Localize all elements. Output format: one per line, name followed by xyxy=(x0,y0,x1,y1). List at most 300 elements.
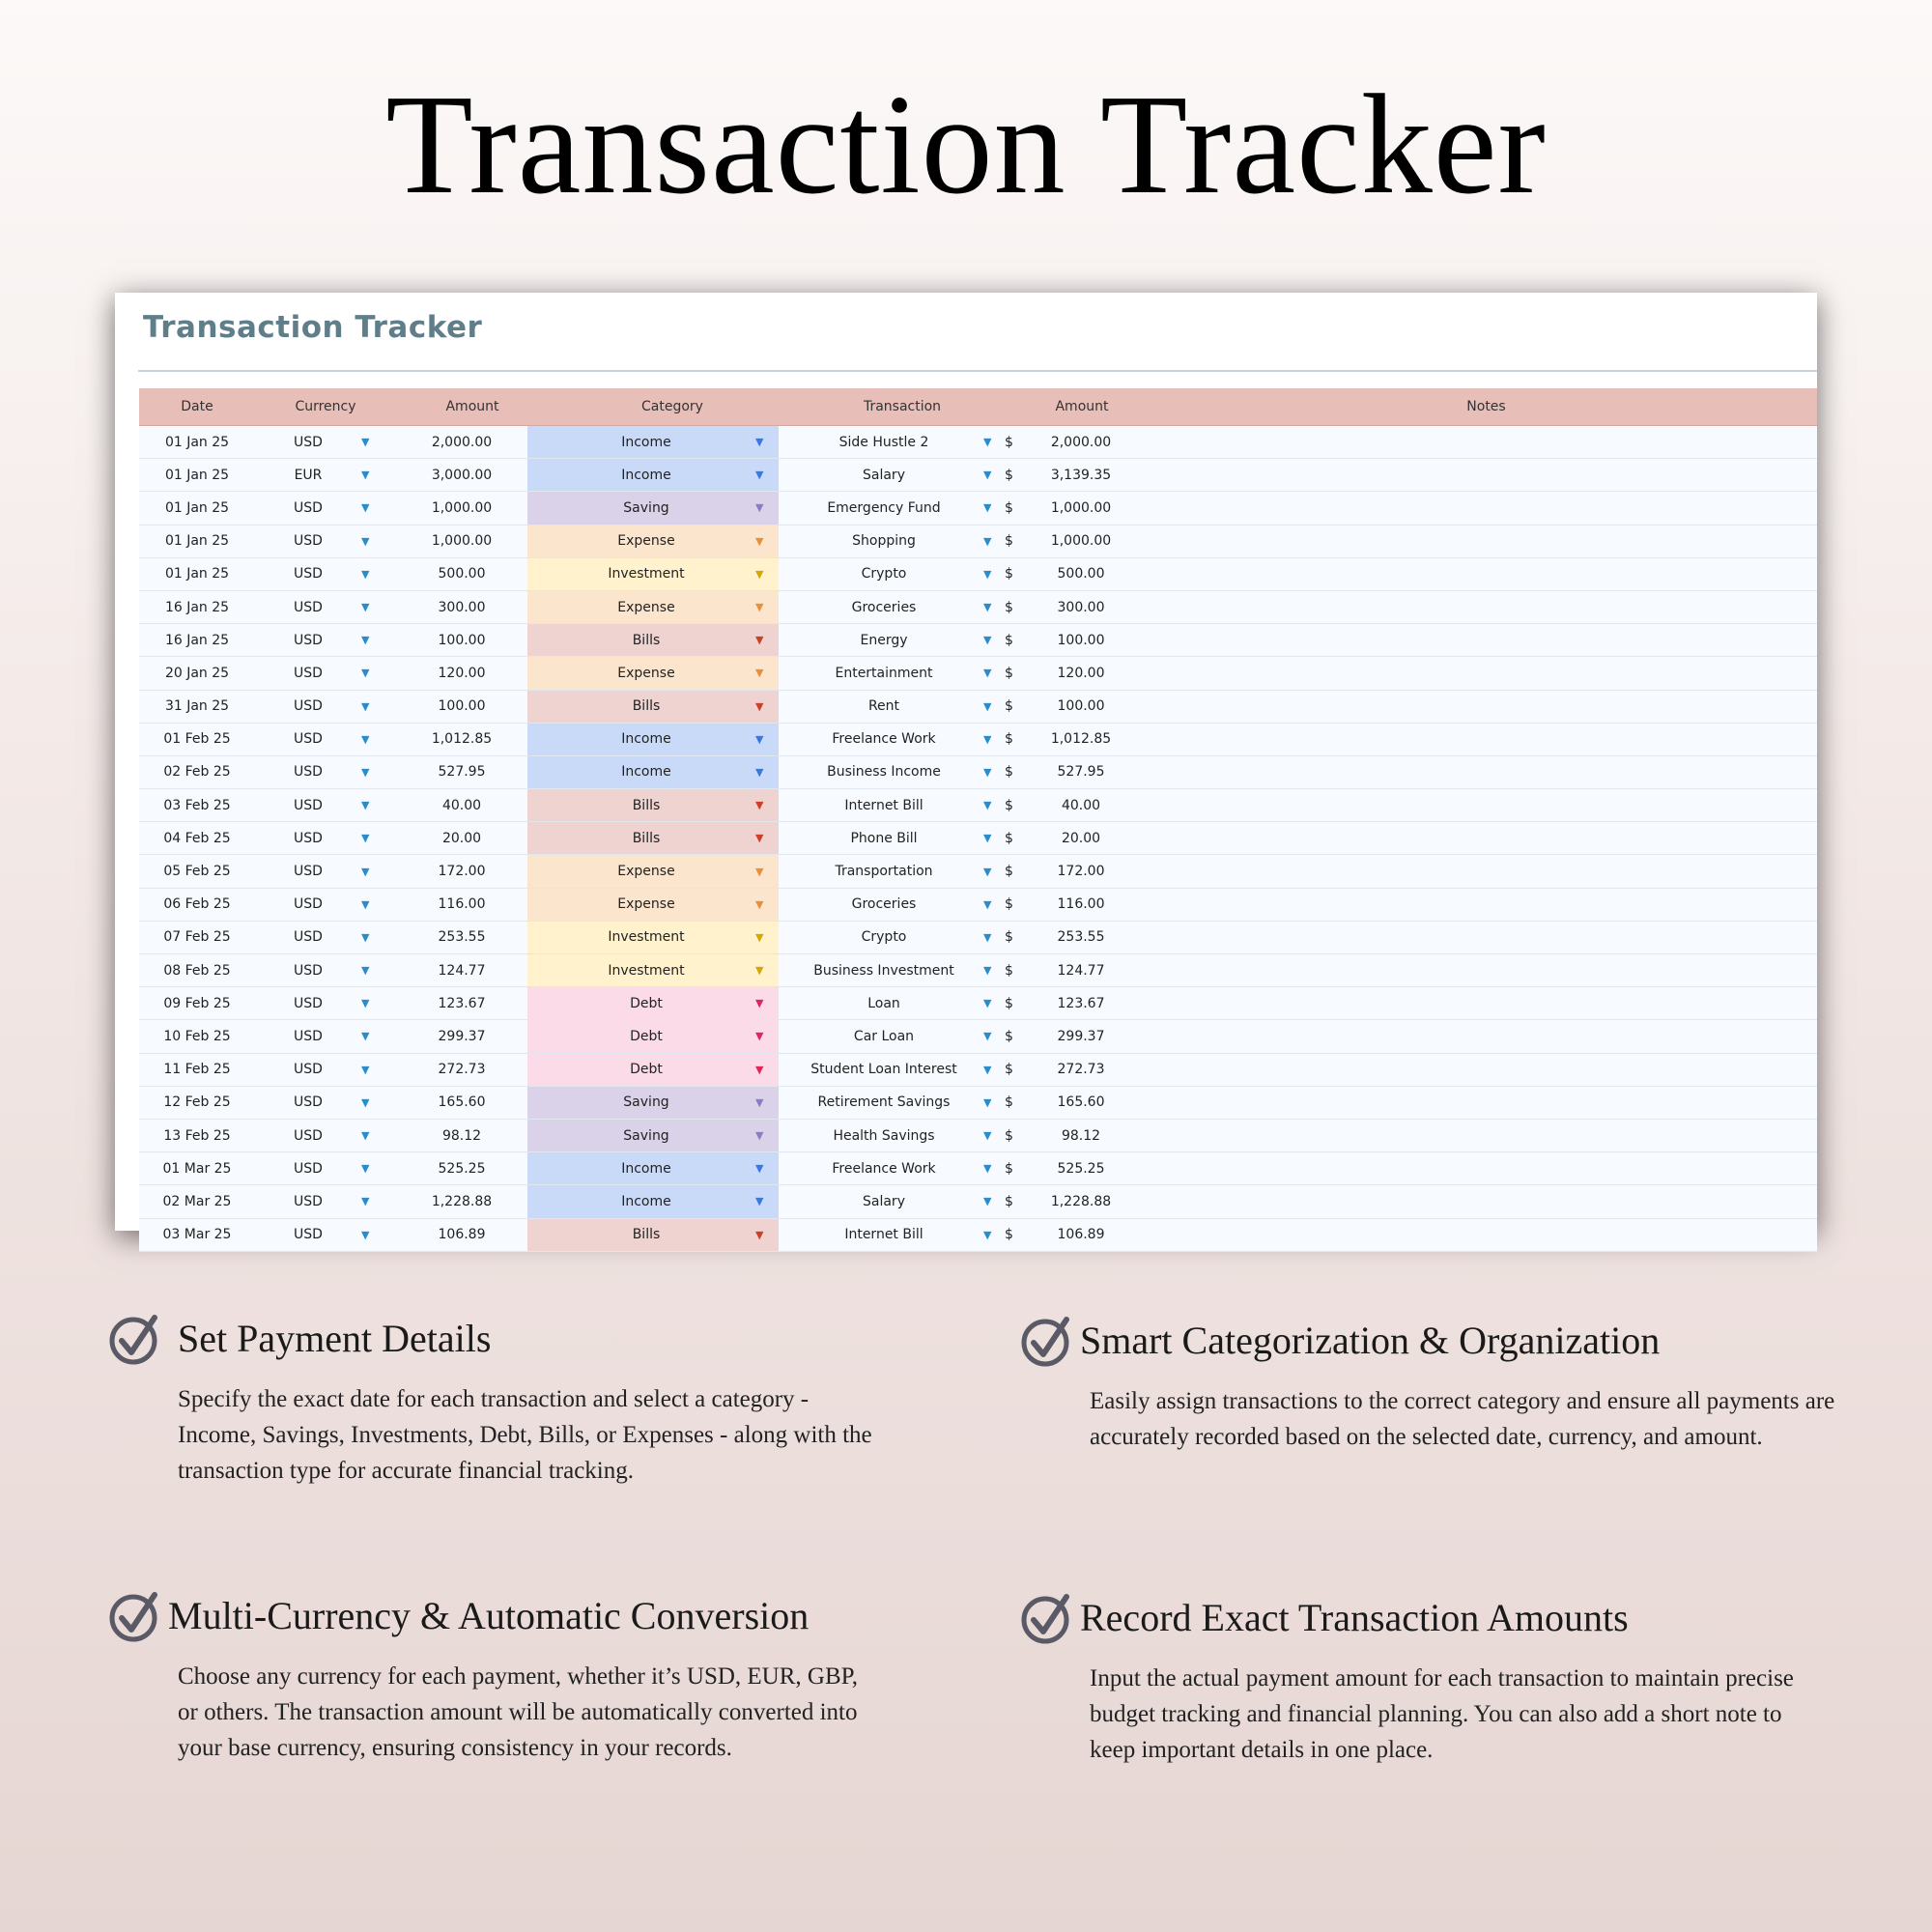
cell-category[interactable] xyxy=(527,1120,779,1151)
caret-down-icon[interactable]: ▼ xyxy=(361,799,370,812)
caret-down-icon[interactable]: ▼ xyxy=(755,601,764,614)
cell-converted-amount: 165.60 xyxy=(1057,1094,1105,1111)
cell-transaction[interactable]: Phone Bill xyxy=(850,830,918,846)
caret-down-icon[interactable]: ▼ xyxy=(361,601,370,614)
cell-currency-symbol: $ xyxy=(1005,864,1013,880)
table-row xyxy=(139,1185,1817,1218)
cell-transaction[interactable]: Business Investment xyxy=(813,962,954,979)
caret-down-icon[interactable]: ▼ xyxy=(983,832,992,845)
feature-body: Easily assign transactions to the correct category and ensure all payments are accurately recorded based on the selected date, currency, and amount. xyxy=(1090,1388,1835,1450)
cell-currency[interactable]: USD xyxy=(294,499,323,516)
category-label: Bills xyxy=(632,830,661,846)
cell-amount[interactable]: 1,000.00 xyxy=(431,499,493,516)
cell-amount[interactable]: 98.12 xyxy=(441,1127,482,1144)
cell-currency[interactable]: USD xyxy=(294,566,323,582)
cell-date[interactable]: 20 Jan 25 xyxy=(164,665,230,681)
caret-down-icon[interactable]: ▼ xyxy=(755,765,764,779)
cell-category[interactable] xyxy=(527,987,779,1019)
table-body xyxy=(139,426,1817,1252)
caret-down-icon[interactable]: ▼ xyxy=(755,1129,764,1143)
caret-down-icon[interactable]: ▼ xyxy=(361,634,370,647)
caret-down-icon[interactable]: ▼ xyxy=(755,799,764,812)
category-label: Bills xyxy=(632,797,661,813)
caret-down-icon[interactable]: ▼ xyxy=(983,1063,992,1076)
caret-down-icon[interactable]: ▼ xyxy=(983,732,992,746)
cell-currency-symbol: $ xyxy=(1005,533,1013,550)
category-label: Bills xyxy=(632,698,661,715)
cell-amount[interactable]: 20.00 xyxy=(441,830,482,846)
page-title: Transaction Tracker xyxy=(385,66,1547,224)
cell-category[interactable] xyxy=(527,724,779,755)
table-row xyxy=(139,987,1817,1020)
caret-down-icon[interactable]: ▼ xyxy=(755,501,764,515)
cell-amount[interactable]: 1,000.00 xyxy=(431,533,493,550)
table-row xyxy=(139,855,1817,888)
cell-currency[interactable]: USD xyxy=(294,1062,323,1078)
caret-down-icon[interactable]: ▼ xyxy=(983,865,992,878)
cell-converted-amount: 1,228.88 xyxy=(1050,1193,1112,1209)
caret-down-icon[interactable]: ▼ xyxy=(983,534,992,548)
cell-amount[interactable]: 299.37 xyxy=(438,1028,486,1044)
cell-currency-symbol: $ xyxy=(1005,698,1013,715)
cell-converted-amount: 1,012.85 xyxy=(1050,731,1112,748)
caret-down-icon[interactable]: ▼ xyxy=(755,436,764,449)
cell-amount[interactable]: 525.25 xyxy=(438,1160,486,1177)
feature-title: Record Exact Transaction Amounts xyxy=(1080,1596,1629,1639)
caret-down-icon[interactable]: ▼ xyxy=(755,832,764,845)
cell-category[interactable] xyxy=(527,558,779,590)
cell-transaction[interactable]: Entertainment xyxy=(835,665,933,681)
caret-down-icon[interactable]: ▼ xyxy=(361,534,370,548)
cell-date[interactable]: 01 Jan 25 xyxy=(164,533,230,550)
table-row xyxy=(139,1219,1817,1252)
cell-transaction[interactable]: Student Loan Interest xyxy=(810,1062,957,1078)
feature-body: Input the actual payment amount for each transaction to maintain precise budget tracking and financial planning. You can also add a short note to keep important details in one place. xyxy=(1090,1665,1794,1763)
category-label: Expense xyxy=(617,665,675,681)
cell-date[interactable]: 01 Jan 25 xyxy=(164,434,230,450)
cell-category[interactable] xyxy=(527,459,779,491)
caret-down-icon[interactable]: ▼ xyxy=(755,534,764,548)
cell-currency-symbol: $ xyxy=(1005,434,1013,450)
cell-converted-amount: 20.00 xyxy=(1061,830,1101,846)
cell-currency[interactable]: USD xyxy=(294,1127,323,1144)
cell-category[interactable] xyxy=(527,426,779,458)
caret-down-icon[interactable]: ▼ xyxy=(755,1162,764,1176)
cell-converted-amount: 1,000.00 xyxy=(1050,499,1112,516)
caret-down-icon[interactable]: ▼ xyxy=(361,1228,370,1241)
cell-currency[interactable]: USD xyxy=(294,995,323,1011)
cell-date[interactable]: 08 Feb 25 xyxy=(163,962,231,979)
title-divider xyxy=(138,370,1817,372)
category-label: Expense xyxy=(617,896,675,913)
cell-category[interactable] xyxy=(527,855,779,887)
cell-date[interactable]: 01 Jan 25 xyxy=(164,566,230,582)
caret-down-icon[interactable]: ▼ xyxy=(983,601,992,614)
caret-down-icon[interactable]: ▼ xyxy=(755,964,764,978)
cell-currency-symbol: $ xyxy=(1005,499,1013,516)
cell-currency[interactable]: USD xyxy=(294,731,323,748)
cell-amount[interactable]: 272.73 xyxy=(438,1062,486,1078)
cell-category[interactable] xyxy=(527,1020,779,1052)
category-label: Investment xyxy=(608,962,685,979)
header-notes[interactable]: Notes xyxy=(1466,399,1506,414)
category-label: Income xyxy=(621,467,671,483)
cell-transaction[interactable]: Groceries xyxy=(851,599,917,615)
cell-date[interactable]: 16 Jan 25 xyxy=(164,599,230,615)
cell-converted-amount: 116.00 xyxy=(1057,896,1105,913)
cell-amount[interactable]: 123.67 xyxy=(438,995,486,1011)
cell-currency[interactable]: USD xyxy=(294,864,323,880)
cell-date[interactable]: 06 Feb 25 xyxy=(163,896,231,913)
caret-down-icon[interactable]: ▼ xyxy=(983,567,992,581)
category-label: Income xyxy=(621,764,671,781)
cell-currency-symbol: $ xyxy=(1005,962,1013,979)
feature-title: Smart Categorization & Organization xyxy=(1080,1319,1661,1362)
cell-transaction[interactable]: Crypto xyxy=(861,929,907,946)
check-circle-icon xyxy=(108,1312,162,1366)
caret-down-icon[interactable]: ▼ xyxy=(361,1129,370,1143)
cell-amount[interactable]: 116.00 xyxy=(438,896,486,913)
cell-amount[interactable]: 1,228.88 xyxy=(431,1193,493,1209)
cell-transaction[interactable]: Freelance Work xyxy=(832,731,936,748)
caret-down-icon[interactable]: ▼ xyxy=(983,1095,992,1109)
caret-down-icon[interactable]: ▼ xyxy=(755,732,764,746)
cell-currency-symbol: $ xyxy=(1005,665,1013,681)
caret-down-icon[interactable]: ▼ xyxy=(361,1195,370,1208)
caret-down-icon[interactable]: ▼ xyxy=(983,964,992,978)
check-circle-icon xyxy=(1020,1591,1074,1645)
table-row xyxy=(139,624,1817,657)
cell-currency-symbol: $ xyxy=(1005,1094,1013,1111)
cell-amount[interactable]: 106.89 xyxy=(438,1227,486,1243)
cell-converted-amount: 123.67 xyxy=(1057,995,1105,1011)
cell-currency[interactable]: USD xyxy=(294,599,323,615)
cell-currency[interactable]: USD xyxy=(294,1160,323,1177)
caret-down-icon[interactable]: ▼ xyxy=(983,1195,992,1208)
cell-date[interactable]: 01 Feb 25 xyxy=(163,731,231,748)
cell-category[interactable] xyxy=(527,922,779,953)
cell-transaction[interactable]: Internet Bill xyxy=(844,797,923,813)
cell-transaction[interactable]: Retirement Savings xyxy=(817,1094,951,1111)
category-label: Debt xyxy=(630,1062,663,1078)
spreadsheet-preview xyxy=(115,293,1817,1243)
cell-category[interactable] xyxy=(527,657,779,689)
table-row xyxy=(139,1087,1817,1120)
caret-down-icon[interactable]: ▼ xyxy=(755,930,764,944)
cell-date[interactable]: 12 Feb 25 xyxy=(163,1094,231,1111)
cell-date[interactable]: 02 Feb 25 xyxy=(163,764,231,781)
category-label: Saving xyxy=(623,1127,669,1144)
cell-category[interactable] xyxy=(527,1087,779,1119)
table-row xyxy=(139,459,1817,492)
feature-title: Multi-Currency & Automatic Conversion xyxy=(168,1594,810,1637)
caret-down-icon[interactable]: ▼ xyxy=(983,634,992,647)
cell-transaction[interactable]: Health Savings xyxy=(833,1127,935,1144)
caret-down-icon[interactable]: ▼ xyxy=(983,1162,992,1176)
caret-down-icon[interactable]: ▼ xyxy=(361,964,370,978)
cell-category[interactable] xyxy=(527,1185,779,1217)
cell-transaction[interactable]: Internet Bill xyxy=(844,1227,923,1243)
cell-amount[interactable]: 120.00 xyxy=(438,665,486,681)
check-circle-icon xyxy=(108,1589,162,1643)
feature-title: Set Payment Details xyxy=(178,1317,492,1360)
cell-amount[interactable]: 124.77 xyxy=(438,962,486,979)
caret-down-icon[interactable]: ▼ xyxy=(361,930,370,944)
caret-down-icon[interactable]: ▼ xyxy=(361,436,370,449)
caret-down-icon[interactable]: ▼ xyxy=(755,1030,764,1043)
cell-date[interactable]: 03 Feb 25 xyxy=(163,797,231,813)
caret-down-icon[interactable]: ▼ xyxy=(983,897,992,911)
cell-converted-amount: 100.00 xyxy=(1057,632,1105,648)
cell-converted-amount: 100.00 xyxy=(1057,698,1105,715)
cell-currency-symbol: $ xyxy=(1005,995,1013,1011)
category-label: Investment xyxy=(608,566,685,582)
cell-currency[interactable]: USD xyxy=(294,896,323,913)
cell-currency-symbol: $ xyxy=(1005,1028,1013,1044)
caret-down-icon[interactable]: ▼ xyxy=(361,897,370,911)
cell-amount[interactable]: 500.00 xyxy=(438,566,486,582)
cell-converted-amount: 253.55 xyxy=(1057,929,1105,946)
category-label: Debt xyxy=(630,995,663,1011)
cell-transaction[interactable]: Rent xyxy=(867,698,900,715)
cell-currency[interactable]: USD xyxy=(294,1193,323,1209)
cell-category[interactable] xyxy=(527,492,779,524)
cell-transaction[interactable]: Car Loan xyxy=(853,1028,915,1044)
header-transaction[interactable]: Transaction xyxy=(863,399,942,414)
cell-category[interactable] xyxy=(527,624,779,656)
cell-converted-amount: 172.00 xyxy=(1057,864,1105,880)
cell-transaction[interactable]: Salary xyxy=(863,1193,905,1209)
caret-down-icon[interactable]: ▼ xyxy=(983,469,992,482)
table-row xyxy=(139,1152,1817,1185)
table-row xyxy=(139,1054,1817,1087)
table-row xyxy=(139,558,1817,591)
caret-down-icon[interactable]: ▼ xyxy=(755,634,764,647)
caret-down-icon[interactable]: ▼ xyxy=(361,667,370,680)
cell-currency[interactable]: USD xyxy=(294,533,323,550)
header-category[interactable]: Category xyxy=(641,399,703,414)
cell-currency[interactable]: EUR xyxy=(294,467,323,483)
cell-converted-amount: 120.00 xyxy=(1057,665,1105,681)
cell-currency-symbol: $ xyxy=(1005,566,1013,582)
cell-currency-symbol: $ xyxy=(1005,1062,1013,1078)
cell-amount[interactable]: 527.95 xyxy=(438,764,486,781)
cell-amount[interactable]: 300.00 xyxy=(438,599,486,615)
caret-down-icon[interactable]: ▼ xyxy=(361,1030,370,1043)
cell-amount[interactable]: 100.00 xyxy=(438,698,486,715)
cell-currency-symbol: $ xyxy=(1005,797,1013,813)
caret-down-icon[interactable]: ▼ xyxy=(361,501,370,515)
feature-body: Specify the exact date for each transaction and select a category - Income, Savings, Investments, Debt, Bills, or Expenses - along with the transaction type for accurate financial tracking. xyxy=(178,1386,872,1484)
cell-date[interactable]: 10 Feb 25 xyxy=(163,1028,231,1044)
caret-down-icon[interactable]: ▼ xyxy=(361,469,370,482)
cell-currency[interactable]: USD xyxy=(294,1094,323,1111)
caret-down-icon[interactable]: ▼ xyxy=(361,1162,370,1176)
caret-down-icon[interactable]: ▼ xyxy=(983,699,992,713)
cell-currency[interactable]: USD xyxy=(294,1227,323,1243)
caret-down-icon[interactable]: ▼ xyxy=(983,1030,992,1043)
cell-transaction[interactable]: Crypto xyxy=(861,566,907,582)
cell-date[interactable]: 01 Mar 25 xyxy=(162,1160,232,1177)
cell-transaction[interactable]: Shopping xyxy=(852,533,916,550)
category-label: Expense xyxy=(617,533,675,550)
caret-down-icon[interactable]: ▼ xyxy=(361,1063,370,1076)
cell-currency[interactable]: USD xyxy=(294,1028,323,1044)
sheet-title: Transaction Tracker xyxy=(143,310,483,345)
cell-currency[interactable]: USD xyxy=(294,434,323,450)
header-currency[interactable]: Currency xyxy=(295,399,356,414)
cell-transaction[interactable]: Transportation xyxy=(835,864,933,880)
cell-transaction[interactable]: Loan xyxy=(867,995,900,1011)
category-label: Debt xyxy=(630,1028,663,1044)
caret-down-icon[interactable]: ▼ xyxy=(983,667,992,680)
cell-category[interactable] xyxy=(527,691,779,723)
cell-converted-amount: 40.00 xyxy=(1061,797,1101,813)
cell-currency[interactable]: USD xyxy=(294,797,323,813)
caret-down-icon[interactable]: ▼ xyxy=(755,567,764,581)
cell-amount[interactable]: 2,000.00 xyxy=(431,434,493,450)
cell-category[interactable] xyxy=(527,822,779,854)
cell-amount[interactable]: 165.60 xyxy=(438,1094,486,1111)
cell-category[interactable] xyxy=(527,526,779,557)
table-row xyxy=(139,1020,1817,1053)
caret-down-icon[interactable]: ▼ xyxy=(755,1063,764,1076)
cell-transaction[interactable]: Side Hustle 2 xyxy=(838,434,929,450)
check-circle-icon xyxy=(1020,1314,1074,1368)
cell-transaction[interactable]: Salary xyxy=(863,467,905,483)
caret-down-icon[interactable]: ▼ xyxy=(983,436,992,449)
caret-down-icon[interactable]: ▼ xyxy=(755,1195,764,1208)
cell-transaction[interactable]: Emergency Fund xyxy=(827,499,941,516)
header-converted-amount[interactable]: Amount xyxy=(1055,399,1109,414)
cell-converted-amount: 527.95 xyxy=(1057,764,1105,781)
cell-currency-symbol: $ xyxy=(1005,764,1013,781)
cell-currency[interactable]: USD xyxy=(294,929,323,946)
cell-currency[interactable]: USD xyxy=(294,962,323,979)
caret-down-icon[interactable]: ▼ xyxy=(361,1095,370,1109)
caret-down-icon[interactable]: ▼ xyxy=(755,469,764,482)
cell-date[interactable]: 31 Jan 25 xyxy=(164,698,230,715)
caret-down-icon[interactable]: ▼ xyxy=(361,832,370,845)
cell-date[interactable]: 11 Feb 25 xyxy=(163,1062,231,1078)
cell-category[interactable] xyxy=(527,954,779,986)
cell-date[interactable]: 01 Jan 25 xyxy=(164,499,230,516)
table-row xyxy=(139,724,1817,756)
table-row xyxy=(139,822,1817,855)
cell-transaction[interactable]: Energy xyxy=(860,632,908,648)
cell-transaction[interactable]: Groceries xyxy=(851,896,917,913)
cell-category[interactable] xyxy=(527,756,779,788)
cell-date[interactable]: 09 Feb 25 xyxy=(163,995,231,1011)
cell-converted-amount: 272.73 xyxy=(1057,1062,1105,1078)
cell-amount[interactable]: 253.55 xyxy=(438,929,486,946)
cell-category[interactable] xyxy=(527,591,779,623)
feature-body: Choose any currency for each payment, whether it’s USD, EUR, GBP, or others. The transaction amount will be automatically converted into your base currency, ensuring consistency in your records. xyxy=(178,1663,859,1761)
cell-currency-symbol: $ xyxy=(1005,599,1013,615)
table-header-row xyxy=(139,388,1817,426)
caret-down-icon[interactable]: ▼ xyxy=(983,930,992,944)
caret-down-icon[interactable]: ▼ xyxy=(361,865,370,878)
cell-converted-amount: 300.00 xyxy=(1057,599,1105,615)
cell-currency[interactable]: USD xyxy=(294,698,323,715)
cell-currency-symbol: $ xyxy=(1005,1127,1013,1144)
cell-date[interactable]: 03 Mar 25 xyxy=(162,1227,232,1243)
caret-down-icon[interactable]: ▼ xyxy=(983,799,992,812)
cell-currency[interactable]: USD xyxy=(294,632,323,648)
cell-currency-symbol: $ xyxy=(1005,929,1013,946)
caret-down-icon[interactable]: ▼ xyxy=(983,1129,992,1143)
caret-down-icon[interactable]: ▼ xyxy=(983,997,992,1010)
cell-amount[interactable]: 40.00 xyxy=(441,797,482,813)
cell-date[interactable]: 01 Jan 25 xyxy=(164,467,230,483)
caret-down-icon[interactable]: ▼ xyxy=(755,1228,764,1241)
caret-down-icon[interactable]: ▼ xyxy=(983,765,992,779)
cell-date[interactable]: 16 Jan 25 xyxy=(164,632,230,648)
cell-currency-symbol: $ xyxy=(1005,830,1013,846)
caret-down-icon[interactable]: ▼ xyxy=(983,1228,992,1241)
table-row xyxy=(139,954,1817,987)
category-label: Bills xyxy=(632,632,661,648)
cell-category[interactable] xyxy=(527,1152,779,1184)
cell-category[interactable] xyxy=(527,1219,779,1251)
cell-transaction[interactable]: Freelance Work xyxy=(832,1160,936,1177)
caret-down-icon[interactable]: ▼ xyxy=(361,732,370,746)
cell-amount[interactable]: 172.00 xyxy=(438,864,486,880)
caret-down-icon[interactable]: ▼ xyxy=(755,667,764,680)
cell-date[interactable]: 02 Mar 25 xyxy=(162,1193,232,1209)
cell-amount[interactable]: 100.00 xyxy=(438,632,486,648)
caret-down-icon[interactable]: ▼ xyxy=(361,699,370,713)
header-amount[interactable]: Amount xyxy=(445,399,499,414)
cell-transaction[interactable]: Business Income xyxy=(827,764,941,781)
caret-down-icon[interactable]: ▼ xyxy=(755,1095,764,1109)
cell-converted-amount: 525.25 xyxy=(1057,1160,1105,1177)
caret-down-icon[interactable]: ▼ xyxy=(755,865,764,878)
cell-date[interactable]: 13 Feb 25 xyxy=(163,1127,231,1144)
category-label: Investment xyxy=(608,929,685,946)
caret-down-icon[interactable]: ▼ xyxy=(361,997,370,1010)
caret-down-icon[interactable]: ▼ xyxy=(983,501,992,515)
cell-currency[interactable]: USD xyxy=(294,830,323,846)
category-label: Expense xyxy=(617,599,675,615)
header-date[interactable]: Date xyxy=(181,399,213,414)
cell-currency-symbol: $ xyxy=(1005,1193,1013,1209)
cell-currency[interactable]: USD xyxy=(294,764,323,781)
cell-currency[interactable]: USD xyxy=(294,665,323,681)
caret-down-icon[interactable]: ▼ xyxy=(755,699,764,713)
caret-down-icon[interactable]: ▼ xyxy=(361,765,370,779)
table-row xyxy=(139,657,1817,690)
category-label: Income xyxy=(621,1193,671,1209)
cell-date[interactable]: 04 Feb 25 xyxy=(163,830,231,846)
cell-date[interactable]: 07 Feb 25 xyxy=(163,929,231,946)
caret-down-icon[interactable]: ▼ xyxy=(755,997,764,1010)
cell-category[interactable] xyxy=(527,789,779,821)
table-row xyxy=(139,426,1817,459)
table-row xyxy=(139,691,1817,724)
category-label: Saving xyxy=(623,499,669,516)
cell-category[interactable] xyxy=(527,1054,779,1086)
cell-amount[interactable]: 3,000.00 xyxy=(431,467,493,483)
caret-down-icon[interactable]: ▼ xyxy=(755,897,764,911)
table-row xyxy=(139,889,1817,922)
cell-amount[interactable]: 1,012.85 xyxy=(431,731,493,748)
cell-date[interactable]: 05 Feb 25 xyxy=(163,864,231,880)
caret-down-icon[interactable]: ▼ xyxy=(361,567,370,581)
cell-converted-amount: 106.89 xyxy=(1057,1227,1105,1243)
table-row xyxy=(139,756,1817,789)
cell-category[interactable] xyxy=(527,889,779,921)
